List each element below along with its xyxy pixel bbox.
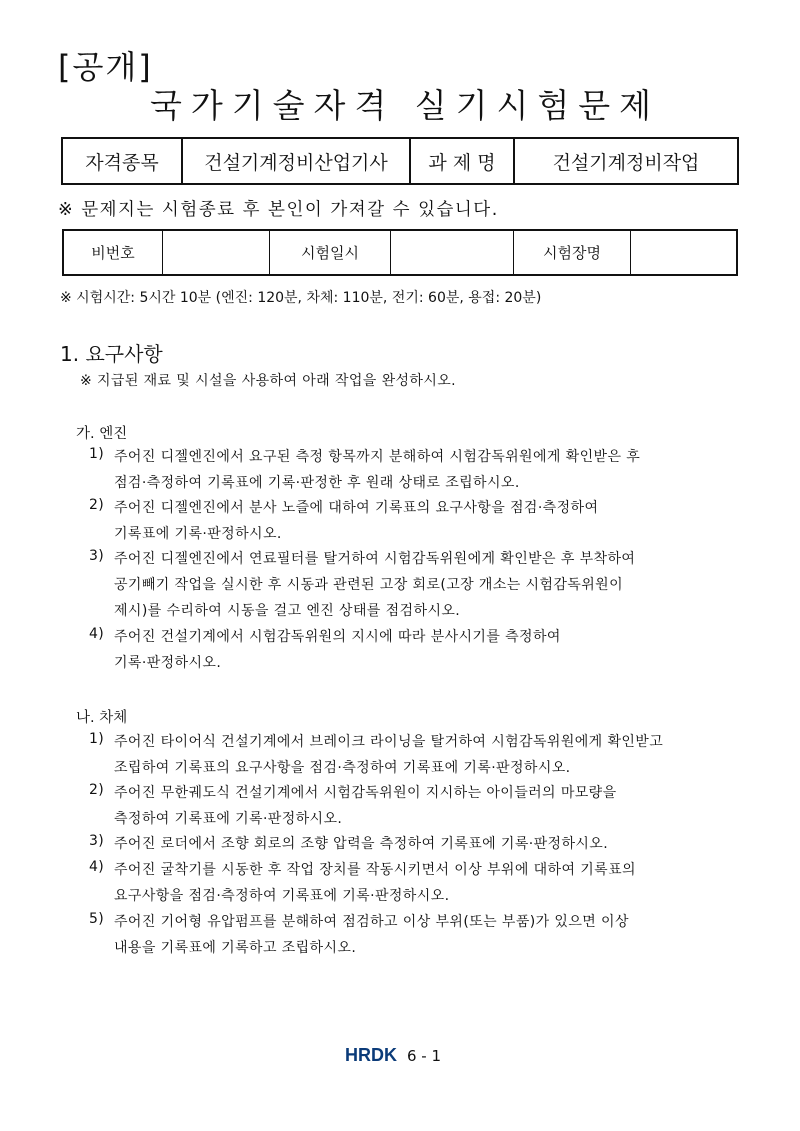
document-tag: [공개] — [58, 48, 153, 86]
list-item-number: 2) — [89, 782, 105, 798]
list-item-number: 3) — [89, 548, 105, 564]
seat-number-label: 비번호 — [63, 230, 163, 275]
section-heading: 1. 요구사항 — [60, 342, 163, 366]
list-item-text: 측정하여 기록표에 기록·판정하시오. — [114, 811, 343, 827]
list-item-text: 주어진 타이어식 건설기계에서 브레이크 라이닝을 탈거하여 시험감독위원에게 확인받고 — [114, 734, 664, 750]
list-item-text: 요구사항을 점검·측정하여 기록표에 기록·판정하시오. — [114, 888, 450, 904]
list-item-text: 주어진 굴착기를 시동한 후 작업 장치를 작동시키면서 이상 부위에 대하여 기록표의 — [114, 862, 636, 878]
hrdk-logo: HRDK — [345, 1045, 397, 1065]
section-intro: ※ 지급된 재료 및 시설을 사용하여 아래 작업을 완성하시오. — [80, 373, 457, 389]
list-item-text: 주어진 디젤엔진에서 요구된 측정 항목까지 분해하여 시험감독위원에게 확인받은 후 — [114, 449, 641, 465]
qualification-table — [61, 137, 739, 185]
qualification-label: 자격종목 — [62, 138, 182, 184]
list-item-text: 점검·측정하여 기록표에 기록·판정한 후 원래 상태로 조립하시오. — [114, 475, 520, 491]
list-item-text: 주어진 기어형 유압펌프를 분해하여 점검하고 이상 부위(또는 부품)가 있으면 이상 — [114, 914, 629, 930]
list-item-text: 제시)를 수리하여 시동을 걸고 엔진 상태를 점검하시오. — [114, 603, 461, 619]
list-item-text: 조립하여 기록표의 요구사항을 점검·측정하여 기록표에 기록·판정하시오. — [114, 760, 571, 776]
exam-date-label: 시험일시 — [270, 230, 391, 275]
list-item-number: 3) — [89, 833, 105, 849]
exam-info-table — [62, 229, 738, 276]
exam-site-label: 시험장명 — [514, 230, 631, 275]
engine-subheading: 가. 엔진 — [76, 426, 128, 442]
chassis-subheading: 나. 차체 — [76, 710, 128, 726]
list-item-text: 기록표에 기록·판정하시오. — [114, 526, 282, 542]
qualification-value: 건설기계정비산업기사 — [182, 138, 410, 184]
list-item-number: 5) — [89, 911, 105, 927]
list-item-text: 주어진 디젤엔진에서 분사 노즐에 대하여 기록표의 요구사항을 점검·측정하여 — [114, 500, 599, 516]
notice-text: ※ 문제지는 시험종료 후 본인이 가져갈 수 있습니다. — [58, 200, 499, 220]
list-item-number: 1) — [89, 446, 105, 462]
list-item-text: 주어진 로더에서 조향 회로의 조향 압력을 측정하여 기록표에 기록·판정하시오. — [114, 836, 609, 852]
list-item-text: 주어진 무한궤도식 건설기계에서 시험감독위원이 지시하는 아이들러의 마모량을 — [114, 785, 617, 801]
task-name-value: 건설기계정비작업 — [514, 138, 738, 184]
list-item-text: 주어진 디젤엔진에서 연료필터를 탈거하여 시험감독위원에게 확인받은 후 부착하여 — [114, 551, 636, 567]
page-number: 6 - 1 — [407, 1046, 442, 1065]
list-item-number: 2) — [89, 497, 105, 513]
list-item-text: 기록·판정하시오. — [114, 655, 222, 671]
list-item-number: 4) — [89, 859, 105, 875]
seat-number-field[interactable] — [163, 230, 270, 275]
exam-date-field[interactable] — [391, 230, 514, 275]
page-footer — [345, 1045, 441, 1066]
document-title: 국가기술자격 실기시험문제 — [149, 86, 661, 125]
list-item-number: 4) — [89, 626, 105, 642]
list-item-text: 공기빼기 작업을 실시한 후 시동과 관련된 고장 회로(고장 개소는 시험감독위원이 — [114, 577, 624, 593]
exam-site-field[interactable] — [631, 230, 738, 275]
list-item-text: 주어진 건설기계에서 시험감독위원의 지시에 따라 분사시기를 측정하여 — [114, 629, 561, 645]
list-item-number: 1) — [89, 731, 105, 747]
list-item-text: 내용을 기록표에 기록하고 조립하시오. — [114, 940, 357, 956]
exam-time-note: ※ 시험시간: 5시간 10분 (엔진: 120분, 차체: 110분, 전기: 60분, 용접: 20분) — [60, 290, 542, 306]
task-name-label: 과 제 명 — [410, 138, 514, 184]
